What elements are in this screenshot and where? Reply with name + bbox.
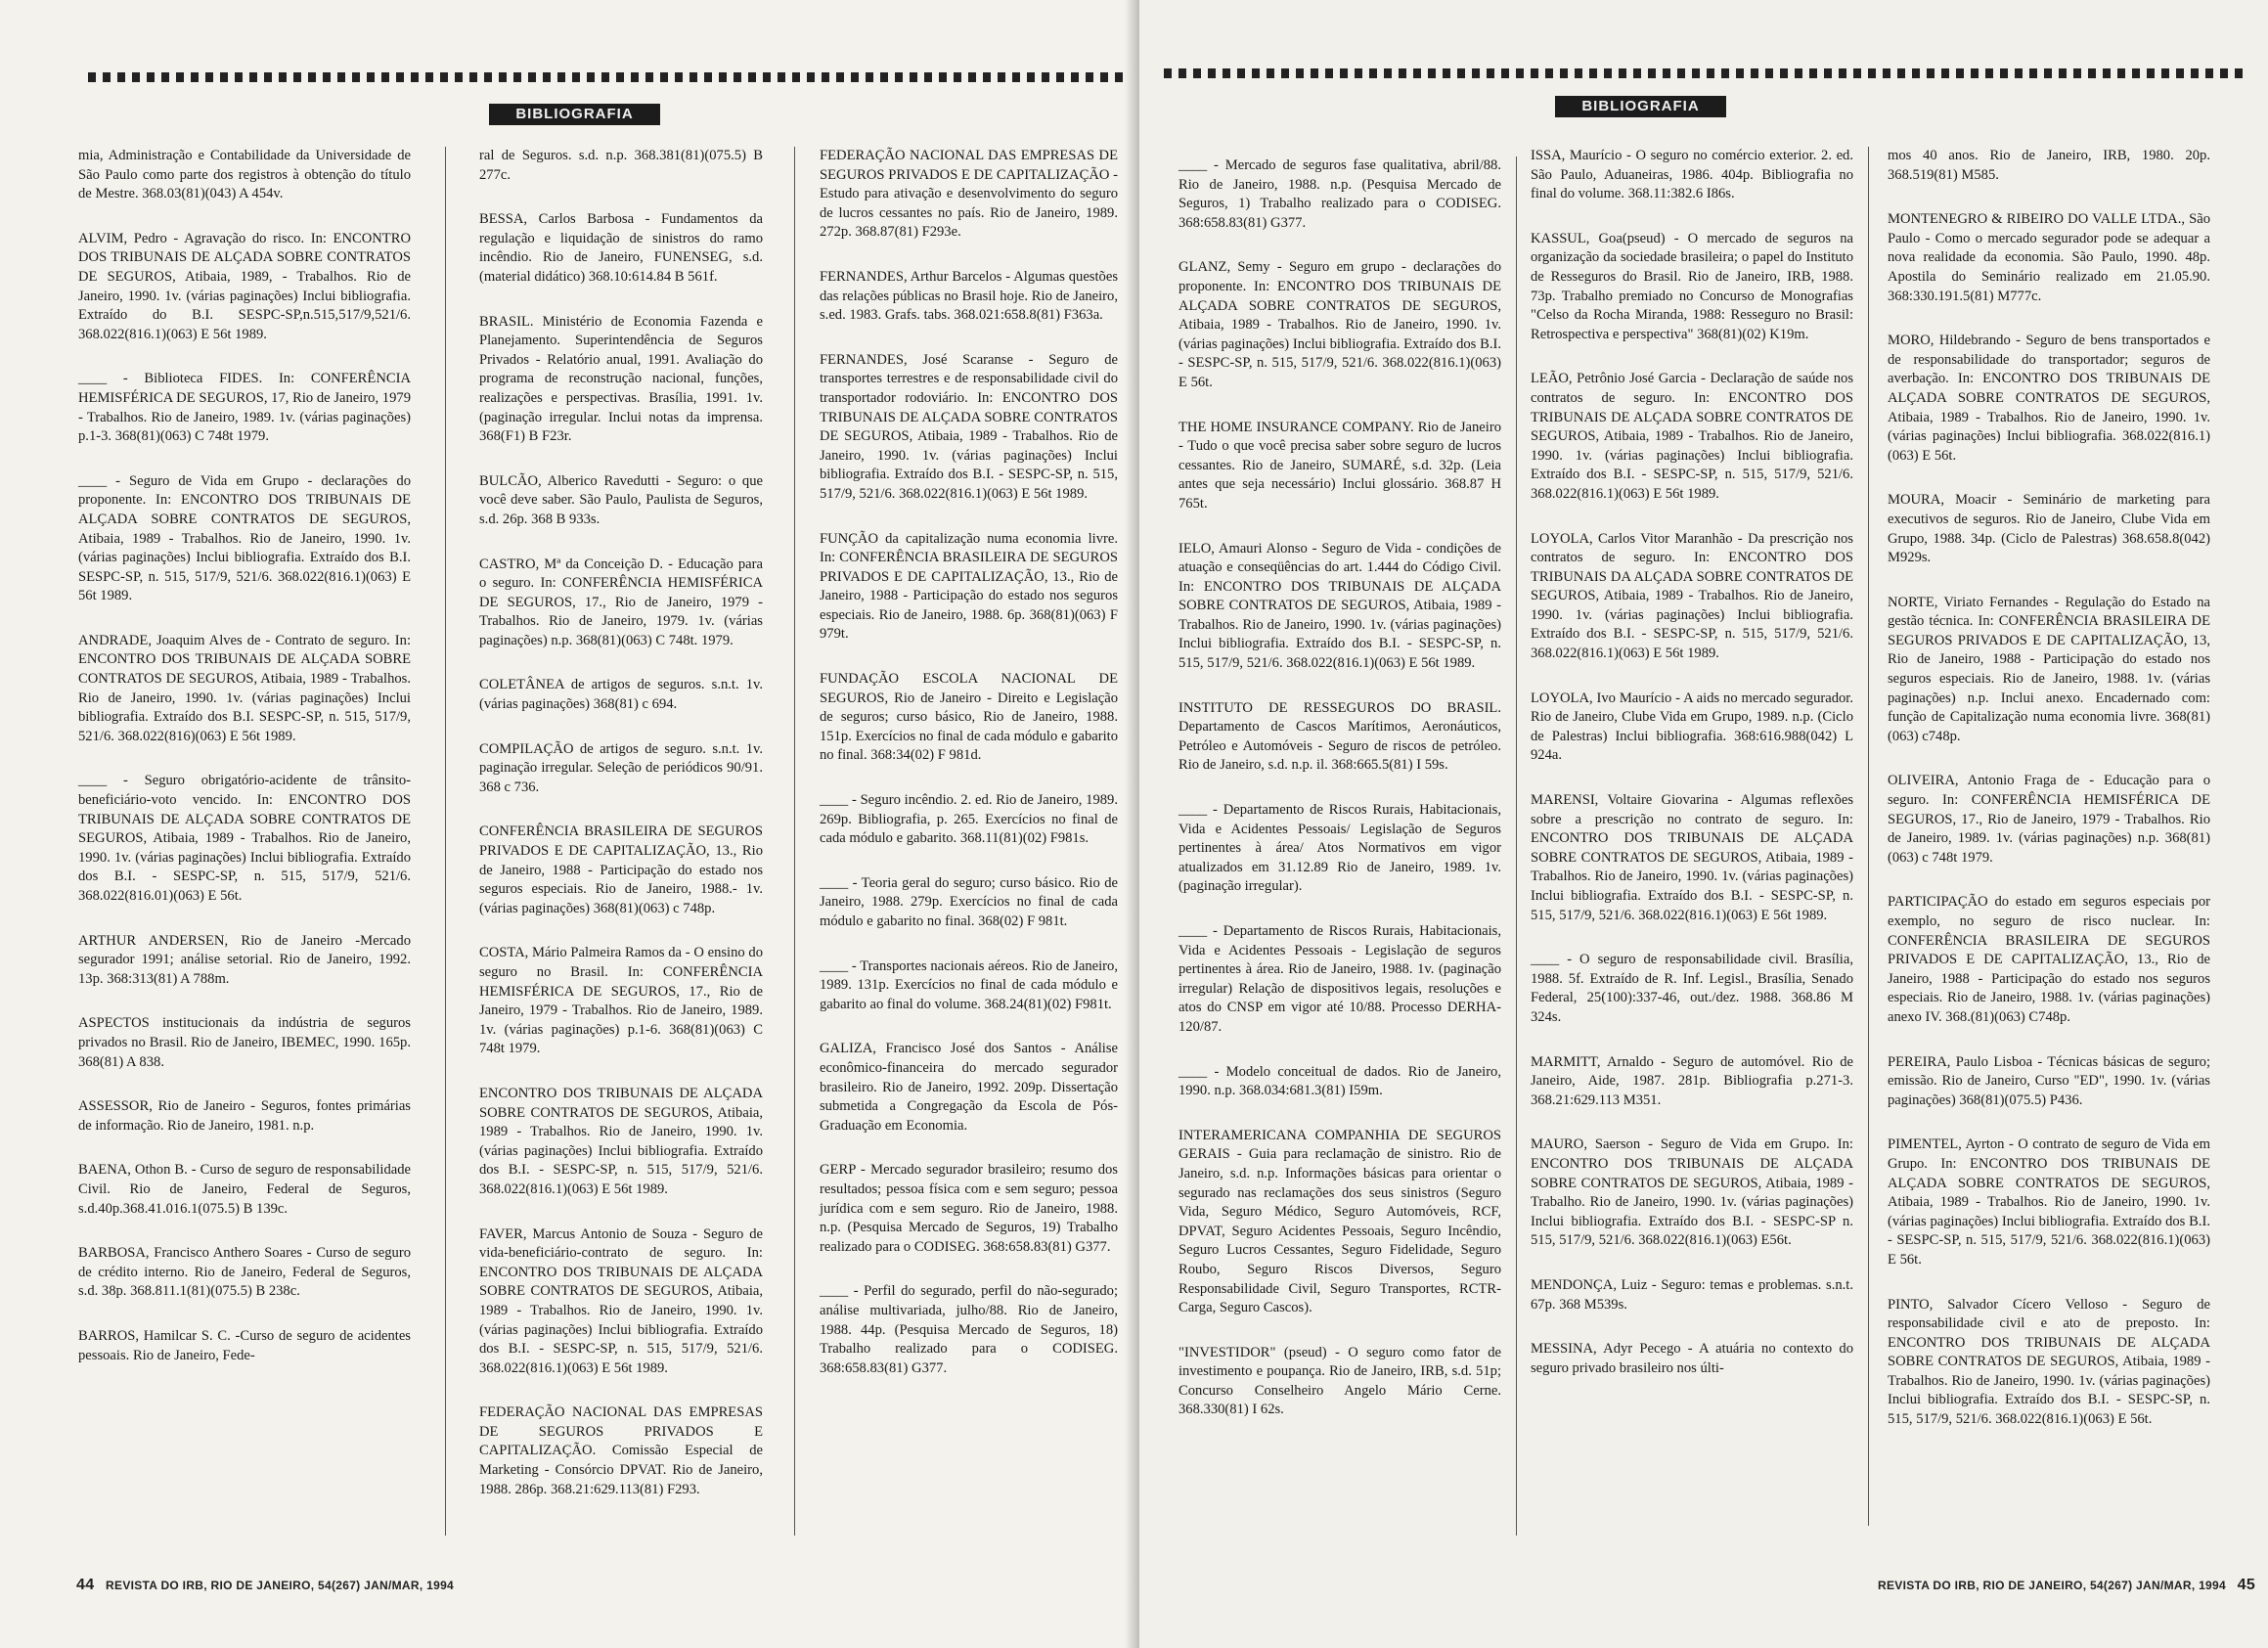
bibliography-entry: ASPECTOS institucionais da indústria de seguros privados no Brasil. Rio de Janeiro, IBEMEC, 1990. 165p. 368(81) A 838.	[78, 1015, 411, 1070]
dotted-rule	[1164, 68, 2245, 78]
bibliography-entry: ____ - O seguro de responsabilidade civil. Brasília, 1988. 5f. Extraído de R. Inf. Legisl., Brasília, Senado Federal, 25(100):337-46, out./dez. 1988. 368.86 M 324s.	[1531, 952, 1853, 1025]
bibliography-entry: CASTRO, Mª da Conceição D. - Educação para o seguro. In: CONFERÊNCIA HEMISFÉRICA DE SEGUROS, 17., Rio de Janeiro, 1979 - Trabalhos. Rio de Janeiro, 1979. 1v. (várias paginações) n.p. 368(81)(063) C 748t. 1979.	[479, 556, 763, 648]
bibliography-entry: MONTENEGRO & RIBEIRO DO VALLE LTDA., São Paulo - Como o mercado segurador pode se adequar a nova realidade da economia. São Paulo, 1990. 48p. Apostila do Seminário realizado em 21.05.90. 368:330.191.5(81) M777c.	[1888, 211, 2210, 304]
footer-text: REVISTA DO IRB, RIO DE JANEIRO, 54(267) JAN/MAR, 1994	[106, 1579, 455, 1592]
bibliography-entry: mos 40 anos. Rio de Janeiro, IRB, 1980. 20p. 368.519(81) M585.	[1888, 148, 2210, 183]
bibliography-entry: ____ - Perfil do segurado, perfil do não-segurado; análise multivariada, julho/88. Rio de Janeiro, 1988. 44p. (Pesquisa Mercado de Seguros, 18) Trabalho realizado para o CODISEG. 368:658.83(81) G377.	[820, 1283, 1118, 1376]
bibliography-entry: LOYOLA, Carlos Vitor Maranhão - Da prescrição nos contratos de seguro. In: ENCONTRO DOS TRIBUNAIS DA ALÇADA SOBRE CONTRATOS DE SEGUROS, Atibaia, 1989 - Trabalhos. Rio de Janeiro, 1990. 1v. (várias paginações) Inclui bibliografia. Extraído dos B.I. - SESPC-SP, n. 515, 517/9, 521/6. 368.022(816.1)(063) E 56t 1989.	[1531, 530, 1853, 662]
bibliography-entry: PEREIRA, Paulo Lisboa - Técnicas básicas de seguro; emissão. Rio de Janeiro, Curso "ED", 1990. 1v. (várias paginações) 368(81)(075.5) P436.	[1888, 1053, 2210, 1108]
bibliography-entry: FEDERAÇÃO NACIONAL DAS EMPRESAS DE SEGUROS PRIVADOS E CAPITALIZAÇÃO. Comissão Especial de Marketing - Consórcio DPVAT. Rio de Janeiro, 1988. 286p. 368.21:629.113(81) F293.	[479, 1404, 763, 1497]
page-footer	[1878, 1577, 2263, 1594]
bibliography-entry: BESSA, Carlos Barbosa - Fundamentos da regulação e liquidação de sinistros do ramo incêndio. Rio de Janeiro, FUNENSEG, s.d. (material didático) 368.10:614.84 B 561f.	[479, 211, 763, 285]
column-rule	[1516, 156, 1517, 1536]
bibliography-entry: GERP - Mercado segurador brasileiro; resumo dos resultados; pessoa física com e sem seguro; pessoa jurídica com e sem seguro. Rio de Janeiro, 1988. n.p. (Pesquisa Mercado de Seguros, 19) Trabalho realizado para o CODISEG. 368:658.83(81) G377.	[820, 1162, 1118, 1255]
page-footer	[68, 1577, 454, 1594]
bibliography-entry: FERNANDES, José Scaranse - Seguro de transportes terrestres e de responsabilidade civil do transportador rodoviário. In: ENCONTRO DOS TRIBUNAIS DE ALÇADA SOBRE CONTRATOS DE SEGUROS, Atibaia, 1989 - Trabalhos. Rio de Janeiro, 1990. 1v. (várias paginações) Inclui bibliografia. Extraído dos B.I. - SESPC-SP, n. 515, 517/9, 521/6. 368.022(816.1)(063) E 56t 1989.	[820, 351, 1118, 502]
bibliography-entry: LOYOLA, Ivo Maurício - A aids no mercado segurador. Rio de Janeiro, Clube Vida em Grupo, 1989. n.p. (Ciclo de Palestras) Inclui bibliografia. 368:616.988(042) L 924a.	[1531, 690, 1853, 764]
dotted-rule	[88, 72, 1125, 82]
bibliography-entry: CONFERÊNCIA BRASILEIRA DE SEGUROS PRIVADOS E DE CAPITALIZAÇÃO, 13., Rio de Janeiro, 1988 - Participação do estado nos seguros especiais. Rio de Janeiro, 1988.- 1v. (várias paginações) 368(81)(063) c 748p.	[479, 824, 763, 916]
bibliography-entry: ____ - Teoria geral do seguro; curso básico. Rio de Janeiro, 1988. 279p. Exercícios no final de cada módulo e gabarito no final. 368(02) F 981t.	[820, 874, 1118, 929]
bibliography-entry: ____ - Biblioteca FIDES. In: CONFERÊNCIA HEMISFÉRICA DE SEGUROS, 17, Rio de Janeiro, 1979 - Trabalhos. Rio de Janeiro, 1989. 1v. (várias paginações) p.1-3. 368(81)(063) C 748t 1979.	[78, 371, 411, 445]
bibliography-entry: MARMITT, Arnaldo - Seguro de automóvel. Rio de Janeiro, Aide, 1987. 281p. Bibliografia p.271-3. 368.21:629.113 M351.	[1531, 1053, 1853, 1108]
right-page	[1139, 0, 2268, 1648]
bibliography-entry: MAURO, Saerson - Seguro de Vida em Grupo. In: ENCONTRO DOS TRIBUNAIS DE ALÇADA SOBRE CONTRATOS DE SEGUROS, Atibaia, 1989 - Trabalho. Rio de Janeiro, 1990. 1v. (várias paginações) Inclui bibliografia. Extraído dos B.I. - SESPC-SP n. 515, 517/9, 521/6. 368.022(816.1)(063) E56t.	[1531, 1136, 1853, 1249]
bibliography-entry: BAENA, Othon B. - Curso de seguro de responsabilidade Civil. Rio de Janeiro, Federal de Seguros, s.d.40p.368.41.016.1(075.5) B 139c.	[78, 1162, 411, 1217]
page-number: 45	[2237, 1577, 2256, 1593]
bibliography-entry: BARBOSA, Francisco Anthero Soares - Curso de seguro de crédito interno. Rio de Janeiro, Federal de Seguros, s.d. 38p. 368.811.1(81)(075.5) B 238c.	[78, 1245, 411, 1300]
bibliography-entry: FERNANDES, Arthur Barcelos - Algumas questões das relações públicas no Brasil hoje. Rio de Janeiro, s.ed. 1983. Grafs. tabs. 368.021:658.8(81) F363a.	[820, 268, 1118, 324]
bibliography-entry: COLETÂNEA de artigos de seguros. s.n.t. 1v. (várias paginações) 368(81) c 694.	[479, 677, 763, 713]
bibliography-entry: ANDRADE, Joaquim Alves de - Contrato de seguro. In: ENCONTRO DOS TRIBUNAIS DE ALÇADA SOBRE CONTRATOS DE SEGUROS, Atibaia, 1989 - Trabalhos. Rio de Janeiro, 1990. 1v. (várias paginações) Inclui bibliografia. Extraído dos B.I. SESPC-SP, n. 515, 517/9, 521/6. 368.022(816)(063) E 56t 1989.	[78, 632, 411, 744]
bibliography-entry: MARENSI, Voltaire Giovarina - Algumas reflexões sobre a prescrição no contrato de seguro. In: ENCONTRO DOS TRIBUNAIS DE ALÇADA SOBRE CONTRATOS DE SEGUROS, Atibaia, 1989 - Trabalhos. Rio de Janeiro, 1990. 1v. (várias paginações) Inclui bibliografia. Extraído dos B.I. - SESPC-SP, n. 515, 517/9, 521/6. 368.022(816.1)(063) E 56t 1989.	[1531, 792, 1853, 923]
section-banner: BIBLIOGRAFIA	[1555, 96, 1726, 117]
column-1	[78, 147, 411, 1391]
footer-text: REVISTA DO IRB, RIO DE JANEIRO, 54(267) JAN/MAR, 1994	[1878, 1579, 2226, 1592]
bibliography-entry: ISSA, Maurício - O seguro no comércio exterior. 2. ed. São Paulo, Aduaneiras, 1986. 404p. Bibliografia no final do volume. 368.11:382.6 I86s.	[1531, 148, 1853, 202]
bibliography-entry: GLANZ, Semy - Seguro em grupo - declarações do proponente. In: ENCONTRO DOS TRIBUNAIS DE ALÇADA SOBRE CONTRATOS DE SEGUROS, Atibaia, 1989 - Trabalhos. Rio de Janeiro, 1990. 1v. (várias paginações) Inclui bibliografia. Extraído dos B.I. - SESPC-SP, n. 515, 517/9, 521/6. 368.022(816.1)(063) E 56t.	[1178, 259, 1501, 390]
bibliography-entry: mia, Administração e Contabilidade da Universidade de São Paulo como parte dos registros à obtenção do título de Mestre. 368.03(81)(043) A 454v.	[78, 148, 411, 202]
bibliography-entry: ____ - Seguro de Vida em Grupo - declarações do proponente. In: ENCONTRO DOS TRIBUNAIS DE ALÇADA SOBRE CONTRATOS DE SEGUROS, Atibaia, 1989 - Trabalhos. Rio de Janeiro, 1990. 1v. (várias paginações) Inclui bibliografia. Extraído dos B.I. SESPC-SP, n. 515, 517/9, 521/6. 368.022(816.1)(063) E 56t 1989.	[78, 472, 411, 604]
bibliography-entry: MORO, Hildebrando - Seguro de bens transportados e de responsabilidade do transportador; seguros de averbação. In: ENCONTRO DOS TRIBUNAIS DE ALÇADA SOBRE CONTRATOS DE SEGUROS, Atibaia, 1989 - Trabalhos. Rio de Janeiro, 1990. 1v. (várias paginações) Inclui bibliografia. 368.022(816.1)(063) E 56t.	[1888, 333, 2210, 464]
page-number: 44	[76, 1577, 95, 1593]
column-rule	[1868, 147, 1869, 1526]
column-2	[1531, 147, 1853, 1403]
bibliography-entry: BRASIL. Ministério de Economia Fazenda e Planejamento. Superintendência de Seguros Privados - Relatório anual, 1991. Avaliação do programa de reconstrução nacional, funções, realizações e perspectivas. Brasília, 1991. 1v. (paginação irregular. Inclui notas da imprensa. 368(F1) B F23r.	[479, 313, 763, 445]
bibliography-entry: PARTICIPAÇÃO do estado em seguros especiais por exemplo, no seguro de risco nuclear. In: CONFERÊNCIA BRASILEIRA DE SEGUROS PRIVADOS E DE CAPITALIZAÇÃO, 13., Rio de Janeiro, 1988 - Participação do estado nos seguros especiais. Rio de Janeiro, 1988. 1v. (várias paginações) anexo IV. 368.(81)(063) C748p.	[1888, 894, 2210, 1025]
bibliography-entry: "INVESTIDOR" (pseud) - O seguro como fator de investimento e poupança. Rio de Janeiro, IRB, s.d. 51p; Concurso Conselheiro Angelo Mário Cerne. 368.330(81) I 62s.	[1178, 1344, 1501, 1418]
column-3	[820, 147, 1118, 1403]
bibliography-entry: KASSUL, Goa(pseud) - O mercado de seguros na organização da sociedade brasileira; o papel do Instituto de Resseguros do Brasil. Rio de Janeiro, IRB, 1988. 73p. Trabalho premiado no Concurso de Monografias "Celso da Rocha Miranda, 1988: Resseguro no Brasil: Retrospectiva e perspectiva" 368(81)(02) K19m.	[1531, 230, 1853, 342]
bibliography-entry: ASSESSOR, Rio de Janeiro - Seguros, fontes primárias de informação. Rio de Janeiro, 1981. n.p.	[78, 1098, 411, 1134]
bibliography-entry: ENCONTRO DOS TRIBUNAIS DE ALÇADA SOBRE CONTRATOS DE SEGUROS, Atibaia, 1989 - Trabalhos. Rio de Janeiro, 1990. 1v. (várias paginações) Inclui bibliografia. Extraído dos B.I. - SESPC-SP, n. 515, 517/9, 521/6. 368.022(816.1)(063) E 56t 1989.	[479, 1085, 763, 1197]
bibliography-entry: MOURA, Moacir - Seminário de marketing para executivos de seguros. Rio de Janeiro, Clube Vida em Grupo, 1988. 34p. (Ciclo de Palestras) 368.658.8(042) M929s.	[1888, 492, 2210, 566]
column-1	[1178, 156, 1501, 1446]
bibliography-entry: IELO, Amauri Alonso - Seguro de Vida - condições de atuação e conseqüências do art. 1.444 do Código Civil. In: ENCONTRO DOS TRIBUNAIS DE ALÇADA SOBRE CONTRATOS DE SEGUROS, Atibaia, 1989 - Trabalhos. Rio de Janeiro, 1990. 1v. (várias paginações) Inclui bibliografia. Extraído dos B.I. - SESPC-SP, n. 515, 517/9, 521/6. 368.022(816.1)(063) E 56t 1989.	[1178, 540, 1501, 672]
bibliography-entry: COMPILAÇÃO de artigos de seguro. s.n.t. 1v. paginação irregular. Seleção de periódicos 90/91. 368 c 736.	[479, 740, 763, 795]
column-2	[479, 147, 763, 1525]
bibliography-entry: MESSINA, Adyr Pecego - A atuária no contexto do seguro privado brasileiro nos últi-	[1531, 1341, 1853, 1376]
bibliography-entry: ALVIM, Pedro - Agravação do risco. In: ENCONTRO DOS TRIBUNAIS DE ALÇADA SOBRE CONTRATOS DE SEGUROS, Atibaia, 1989, - Trabalhos. Rio de Janeiro, 1990. 1v. (várias paginações) Inclui bibliografia. Extraído do B.I. SESPC-SP,n.515,517/9,521/6. 368.022(816.1)(063) E 56t 1989.	[78, 230, 411, 342]
bibliography-entry: INTERAMERICANA COMPANHIA DE SEGUROS GERAIS - Guia para reclamação de sinistro. Rio de Janeiro, s.d. n.p. Informações básicas para orientar o segurado nas reclamações dos seus sinistros (Seguro Vida, Seguro Médico, Seguro Automóveis, RCF, DPVAT, Seguro Acidentes Pessoais, Seguro Incêndio, Seguro Lucros Cessantes, Seguro Fidelidade, Seguro Roubo, Seguro Riscos Diversos, Seguro Responsabilidade Civil, Seguro Transportes, RCTR-Carga, Seguro Cascos).	[1178, 1127, 1501, 1316]
bibliography-entry: ____ - Modelo conceitual de dados. Rio de Janeiro, 1990. n.p. 368.034:681.3(81) I59m.	[1178, 1063, 1501, 1099]
bibliography-entry: BARROS, Hamilcar S. C. -Curso de seguro de acidentes pessoais. Rio de Janeiro, Fede-	[78, 1327, 411, 1363]
bibliography-entry: ____ - Departamento de Riscos Rurais, Habitacionais, Vida e Acidentes Pessoais/ Legislação de Seguros pertinentes à área/ Atos Normativos em vigor atualizados em 31.12.89 Rio de Janeiro, 1989. 1v. (paginação irregular).	[1178, 802, 1501, 895]
bibliography-entry: ARTHUR ANDERSEN, Rio de Janeiro -Mercado segurador 1991; análise setorial. Rio de Janeiro, 1992. 13p. 368:313(81) A 788m.	[78, 932, 411, 987]
bibliography-entry: FUNÇÃO da capitalização numa economia livre. In: CONFERÊNCIA BRASILEIRA DE SEGUROS PRIVADOS E DE CAPITALIZAÇÃO, 13., Rio de Janeiro, 1988 - Participação do estado nos seguros especiais. Rio de Janeiro, 1988. 6p. 368(81)(063) F 979t.	[820, 530, 1118, 643]
bibliography-entry: FAVER, Marcus Antonio de Souza - Seguro de vida-beneficiário-contrato de seguro. In: ENCONTRO DOS TRIBUNAIS DE ALÇADA SOBRE CONTRATOS DE SEGUROS, Atibaia, 1989 - Trabalhos. Rio de Janeiro, 1990. 1v. (várias paginações) Inclui bibliografia. Extraído dos B.I. - SESPC-SP, n. 515, 517/9, 521/6. 368.022(816.1)(063) E 56t 1989.	[479, 1225, 763, 1376]
bibliography-entry: ral de Seguros. s.d. n.p. 368.381(81)(075.5) B 277c.	[479, 148, 763, 183]
bibliography-entry: ____ - Seguro incêndio. 2. ed. Rio de Janeiro, 1989. 269p. Bibliografia, p. 265. Exercícios no final de cada módulo e gabarito. 368.11(81)(02) F981s.	[820, 792, 1118, 847]
bibliography-entry: LEÃO, Petrônio José Garcia - Declaração de saúde nos contratos de seguro. In: ENCONTRO DOS TRIBUNAIS DE ALÇADA SOBRE CONTRATOS DE SEGUROS, Atibaia, 1989 - Trabalhos. Rio de Janeiro, 1990. 1v. (várias paginações) Inclui bibliografia. Extraído dos B.I. - SESPC-SP, n. 515, 517/9, 521/6. 368.022(816.1)(063) E 56t 1989.	[1531, 371, 1853, 502]
column-3	[1888, 147, 2210, 1455]
bibliography-entry: NORTE, Viriato Fernandes - Regulação do Estado na gestão técnica. In: CONFERÊNCIA BRASILEIRA DE SEGUROS PRIVADOS E DE CAPITALIZAÇÃO, 13, Rio de Janeiro, 1988 - Participação do estado nos seguros especiais. Rio de Janeiro, 1988. 1v. (várias paginações) n.p. Inclui anexo. Encadernado com: função de Capitalização numa economia livre. 368(81)(063) c748p.	[1888, 594, 2210, 744]
bibliography-entry: ____ - Mercado de seguros fase qualitativa, abril/88. Rio de Janeiro, 1988. n.p. (Pesquisa Mercado de Seguros, 1) Trabalho realizado para o CODISEG. 368:658.83(81) G377.	[1178, 157, 1501, 231]
bibliography-entry: GALIZA, Francisco José dos Santos - Análise econômico-financeira do mercado segurador brasileiro. Rio de Janeiro, 1992. 209p. Dissertação submetida a Congregação da Escola de Pós-Graduação em Economia.	[820, 1041, 1118, 1134]
bibliography-entry: COSTA, Mário Palmeira Ramos da - O ensino do seguro no Brasil. In: CONFERÊNCIA HEMISFÉRICA DE SEGUROS, 17., Rio de Janeiro, 1979 - Trabalhos. Rio de Janeiro, 1989. 1v. (várias paginações) p.1-6. 368(81)(063) C 748t 1979.	[479, 945, 763, 1057]
bibliography-entry: ____ - Transportes nacionais aéreos. Rio de Janeiro, 1989. 131p. Exercícios no final de cada módulo e gabarito ao final do volume. 368.24(81)(02) F981t.	[820, 958, 1118, 1012]
bibliography-entry: FEDERAÇÃO NACIONAL DAS EMPRESAS DE SEGUROS PRIVADOS E DE CAPITALIZAÇÃO - Estudo para ativação e desenvolvimento do seguro de lucros cessantes no país. Rio de Janeiro, 1989. 272p. 368.87(81) F293e.	[820, 148, 1118, 241]
column-rule	[445, 147, 446, 1536]
bibliography-entry: INSTITUTO DE RESSEGUROS DO BRASIL. Departamento de Cascos Marítimos, Aeronáuticos, Petróleo e Automóveis - Seguro de riscos de petróleo. Rio de Janeiro, s.d. n.p. il. 368:665.5(81) I 59s.	[1178, 699, 1501, 774]
bibliography-entry: ____ - Departamento de Riscos Rurais, Habitacionais, Vida e Acidentes Pessoais - Legislação de seguros pertinentes à área. Rio de Janeiro, 1988. 1v. (paginação irregular) Relação de dispositivos legais, resoluções e atos do CNSP em vigor até 10/88. Processo DERHA-120/87.	[1178, 923, 1501, 1035]
bibliography-entry: PINTO, Salvador Cícero Velloso - Seguro de responsabilidade civil e ato de preposto. In: ENCONTRO DOS TRIBUNAIS DE ALÇADA SOBRE CONTRATOS DE SEGUROS, Atibaia, 1989 - Trabalhos. Rio de Janeiro, 1990. 1v. (várias paginações) Inclui bibliografia. Extraído dos B.I. - SESPC-SP, n. 515, 517/9, 521/6. 368.022(816.1)(063) E 56t.	[1888, 1296, 2210, 1428]
bibliography-entry: ____ - Seguro obrigatório-acidente de trânsito-beneficiário-voto vencido. In: ENCONTRO DOS TRIBUNAIS DE ALÇADA SOBRE CONTRATOS DE SEGUROS, Atibaia, 1989 - Trabalhos. Rio de Janeiro, 1990. 1v. (várias paginações) Inclui bibliografia. Extraído dos B.I. - SESPC-SP, n. 515, 517/9, 521/6. 368.022(816.01)(063) E 56t.	[78, 773, 411, 904]
bibliography-entry: THE HOME INSURANCE COMPANY. Rio de Janeiro - Tudo o que você precisa saber sobre seguro de lucros cessantes. Rio de Janeiro, SUMARÉ, s.d. 32p. (Leia antes que seja necessário) Inclui glossário. 368.87 H 765t.	[1178, 419, 1501, 512]
column-rule	[794, 147, 795, 1536]
bibliography-entry: OLIVEIRA, Antonio Fraga de - Educação para o seguro. In: CONFERÊNCIA HEMISFÉRICA DE SEGUROS, 17., Rio de Janeiro, 1979 - Trabalhos. Rio de Janeiro, 1989. 1v. (várias paginações) n.p. 368(81)(063) c 748t 1979.	[1888, 773, 2210, 866]
bibliography-entry: PIMENTEL, Ayrton - O contrato de seguro de Vida em Grupo. In: ENCONTRO DOS TRIBUNAIS DE ALÇADA SOBRE CONTRATOS DE SEGUROS, Atibaia, 1989 - Trabalhos. Rio de Janeiro, 1990. 1v. (várias paginações) Inclui bibliografia. Extraído dos B.I. - SESPC-SP, n. 515, 517/9, 521/6. 368.022(816.1)(063) E 56t.	[1888, 1136, 2210, 1268]
section-banner: BIBLIOGRAFIA	[489, 104, 660, 125]
bibliography-entry: BULCÃO, Alberico Ravedutti - Seguro: o que você deve saber. São Paulo, Paulista de Seguros, s.d. 26p. 368 B 933s.	[479, 472, 763, 527]
bibliography-entry: MENDONÇA, Luiz - Seguro: temas e problemas. s.n.t. 67p. 368 M539s.	[1531, 1276, 1853, 1313]
bibliography-entry: FUNDAÇÃO ESCOLA NACIONAL DE SEGUROS, Rio de Janeiro - Direito e Legislação de seguros; curso básico, Rio de Janeiro, 1988. 151p. Exercícios no final de cada módulo e gabarito no final. 368:34(02) F 981d.	[820, 671, 1118, 764]
